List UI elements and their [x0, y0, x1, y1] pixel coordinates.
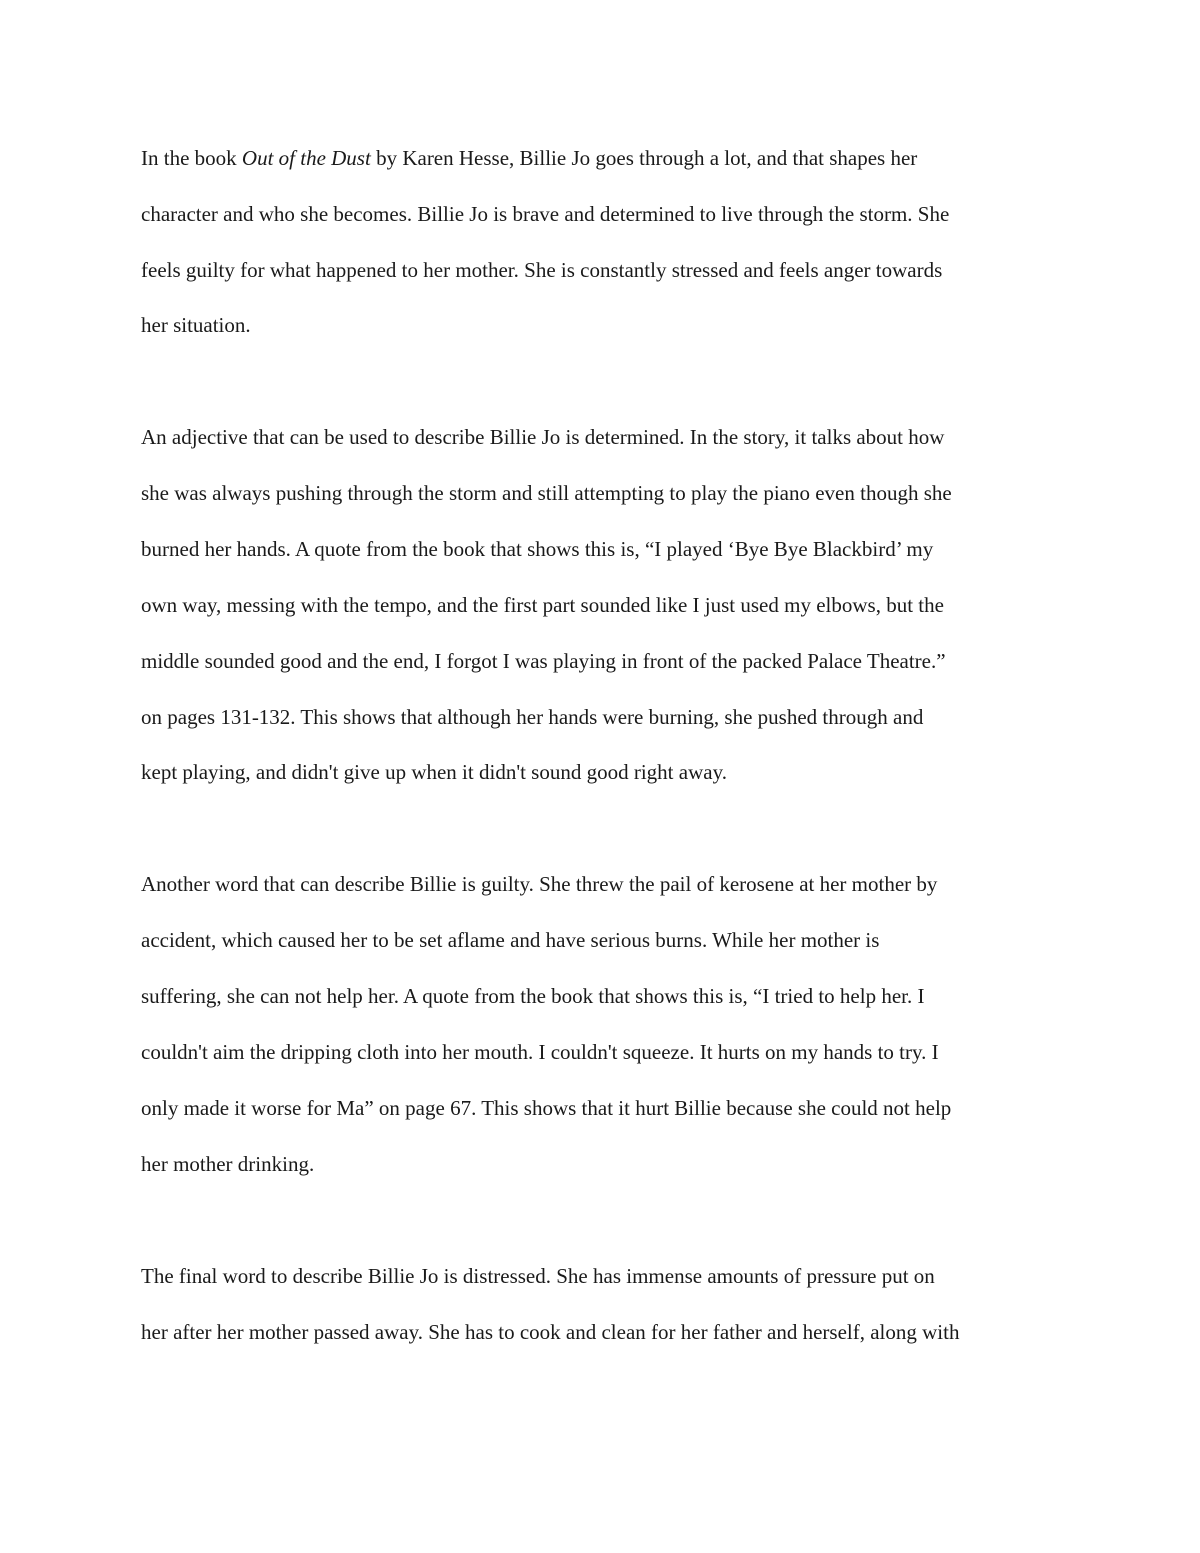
paragraph-2-line-3: burned her hands. A quote from the book that shows this is, “I played ‘Bye Bye Blackbird’ my	[141, 537, 934, 561]
paragraph-3-line-3: suffering, she can not help her. A quote from the book that shows this is, “I tried to help her. I	[141, 984, 925, 1008]
paragraph-2-line-5: middle sounded good and the end, I forgot I was playing in front of the packed Palace Theatre.”	[141, 649, 946, 673]
text-run: In the book	[141, 146, 242, 170]
text-run: by Karen Hesse, Billie Jo goes through a lot, and that shapes her	[370, 146, 918, 170]
paragraph-3-line-2: accident, which caused her to be set aflame and have serious burns. While her mother is	[141, 928, 880, 952]
paragraph-3-line-4: couldn't aim the dripping cloth into her mouth. I couldn't squeeze. It hurts on my hands to try. I	[141, 1040, 939, 1064]
paragraph-2-line-7: kept playing, and didn't give up when it didn't sound good right away.	[141, 760, 727, 784]
paragraph-1-line-4: her situation.	[141, 313, 251, 337]
paragraph-4-line-2: her after her mother passed away. She has to cook and clean for her father and herself, along with	[141, 1320, 960, 1344]
paragraph-3-line-1: Another word that can describe Billie is guilty. She threw the pail of kerosene at her mother by	[141, 872, 938, 896]
book-title: Out of the Dust	[241, 146, 371, 170]
paragraph-1-line-3: feels guilty for what happened to her mother. She is constantly stressed and feels anger towards	[141, 258, 943, 282]
paragraph-2-line-6: on pages 131-132. This shows that although her hands were burning, she pushed through and	[141, 705, 924, 729]
paragraph-4-line-1: The final word to describe Billie Jo is distressed. She has immense amounts of pressure put on	[141, 1264, 935, 1288]
paragraph-2-line-1: An adjective that can be used to describe Billie Jo is determined. In the story, it talks about how	[141, 425, 945, 449]
paragraph-3-line-6: her mother drinking.	[141, 1152, 315, 1176]
paragraph-2-line-4: own way, messing with the tempo, and the first part sounded like I just used my elbows, but the	[141, 593, 944, 617]
paragraph-2-line-2: she was always pushing through the storm and still attempting to play the piano even though she	[141, 481, 952, 505]
paragraph-1-line-1	[141, 146, 917, 170]
paragraph-1-line-2: character and who she becomes. Billie Jo is brave and determined to live through the storm. She	[141, 202, 950, 226]
paragraph-3-line-5: only made it worse for Ma” on page 67. This shows that it hurt Billie because she could not help	[141, 1096, 952, 1120]
